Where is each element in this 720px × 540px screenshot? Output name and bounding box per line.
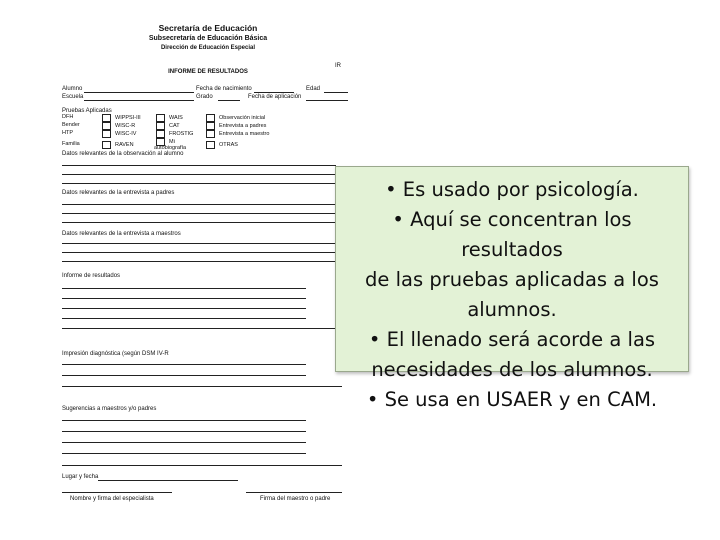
test-label: Familia xyxy=(62,141,80,147)
test-label: CAT xyxy=(169,123,180,130)
write-line xyxy=(62,453,306,454)
fecha-aplicacion-label: Fecha de aplicación xyxy=(248,94,302,100)
edad-label: Edad xyxy=(306,86,321,92)
test-checkbox[interactable] xyxy=(102,141,111,149)
form-title-subsecretaria: Subsecretaría de Educación Básica xyxy=(148,35,268,42)
callout-line: • Aquí se concentran los resultados xyxy=(392,208,632,261)
callout-line: necesidades de los alumnos. xyxy=(371,358,653,381)
section-observacion: Datos relevantes de la observación al alumno xyxy=(62,151,184,157)
section-sugerencias: Sugerencias a maestros y/o padres xyxy=(62,406,157,412)
write-line xyxy=(62,288,306,289)
grado-label: Grado xyxy=(196,94,213,100)
write-line xyxy=(62,364,306,365)
fecha-nacimiento-label: Fecha de nacimiento xyxy=(196,86,252,92)
test-checkbox[interactable] xyxy=(156,130,165,138)
firma-especialista-line xyxy=(62,492,172,493)
section-maestros: Datos relevantes de la entrevista a maestros xyxy=(62,231,181,237)
write-line xyxy=(62,375,306,376)
lugar-fecha-label: Lugar y fecha xyxy=(62,474,99,480)
write-line xyxy=(62,261,336,262)
write-line xyxy=(62,213,336,214)
write-line xyxy=(62,308,306,309)
test-checkbox[interactable] xyxy=(206,114,215,122)
test-label: WISC-R xyxy=(115,123,136,130)
write-line xyxy=(62,204,336,205)
test-label: WAIS xyxy=(169,115,183,122)
write-line xyxy=(62,243,336,244)
write-line xyxy=(62,298,306,299)
test-label: HTP xyxy=(62,130,73,137)
alumno-label: Alumno xyxy=(62,86,83,92)
callout-line: alumnos. xyxy=(467,298,557,321)
section-diagnostico: Impresión diagnóstica (según DSM IV-R xyxy=(62,351,169,357)
firma-maestro-line xyxy=(246,492,342,493)
test-label: Mi autobiografía xyxy=(154,139,187,151)
test-checkbox[interactable] xyxy=(102,122,111,130)
tests-row xyxy=(60,130,271,138)
test-label: WISC-IV xyxy=(115,131,137,138)
write-line xyxy=(62,442,306,443)
test-label: OTRAS xyxy=(219,142,238,149)
firma-especialista-label: Nombre y firma del especialista xyxy=(70,496,154,502)
test-checkbox[interactable] xyxy=(102,114,111,122)
test-label: WIPPSI-III xyxy=(115,115,141,122)
write-line xyxy=(62,183,336,184)
test-dfh xyxy=(60,114,98,122)
write-line xyxy=(62,222,336,223)
test-checkbox[interactable] xyxy=(206,141,215,149)
callout-line: • El llenado será acorde a las xyxy=(368,328,656,351)
form-title-informe: INFORME DE RESULTADOS xyxy=(168,69,248,75)
test-checkbox[interactable] xyxy=(102,130,111,138)
results-report-form xyxy=(58,22,358,517)
test-label: Entrevista a padres xyxy=(219,123,267,130)
test-label: RAVEN xyxy=(115,142,134,149)
section-padres: Datos relevantes de la entrevista a padres xyxy=(62,190,175,196)
form-title-secretaria: Secretaría de Educación xyxy=(158,23,258,33)
test-checkbox[interactable] xyxy=(206,122,215,130)
pruebas-title: Pruebas Aplicadas xyxy=(62,108,112,114)
write-line xyxy=(62,386,342,387)
fecha-aplicacion-line xyxy=(306,100,348,101)
test-checkbox[interactable] xyxy=(156,122,165,130)
tests-row xyxy=(60,122,271,130)
test-checkbox[interactable] xyxy=(156,114,165,122)
callout-line: • Se usa en USAER y en CAM. xyxy=(366,388,658,411)
grado-line xyxy=(218,100,240,101)
test-label: DFH xyxy=(62,114,74,121)
test-label: Observación inicial xyxy=(219,115,266,122)
write-line xyxy=(62,318,306,319)
callout-line: • Es usado por psicología. xyxy=(385,178,639,201)
escuela-label: Escuela xyxy=(62,94,84,100)
form-title-direccion: Dirección de Educación Especial xyxy=(160,45,256,51)
write-line xyxy=(62,420,306,421)
tests-row xyxy=(60,138,271,152)
write-line xyxy=(62,165,336,166)
lugar-fecha-line xyxy=(98,480,238,481)
write-line xyxy=(62,465,342,466)
section-informe: Informe de resultados xyxy=(62,273,121,279)
callout-line: de las pruebas aplicadas a los xyxy=(365,268,659,291)
fecha-nacimiento-line xyxy=(254,92,294,93)
test-label: FROSTIG xyxy=(169,131,194,138)
tests-table xyxy=(60,114,271,152)
test-checkbox[interactable] xyxy=(206,130,215,138)
notes-callout xyxy=(335,166,689,411)
firma-maestro-label: Firma del maestro o padre xyxy=(260,496,331,502)
write-line xyxy=(62,174,336,175)
edad-line xyxy=(324,92,348,93)
test-label: Bender xyxy=(62,122,80,129)
test-label: Entrevista a maestro xyxy=(219,131,270,138)
tests-row xyxy=(60,114,271,122)
write-line xyxy=(62,328,336,329)
escuela-line xyxy=(84,100,194,101)
form-code: IR xyxy=(335,63,341,69)
alumno-line xyxy=(84,92,194,93)
write-line xyxy=(62,252,336,253)
write-line xyxy=(62,431,306,432)
